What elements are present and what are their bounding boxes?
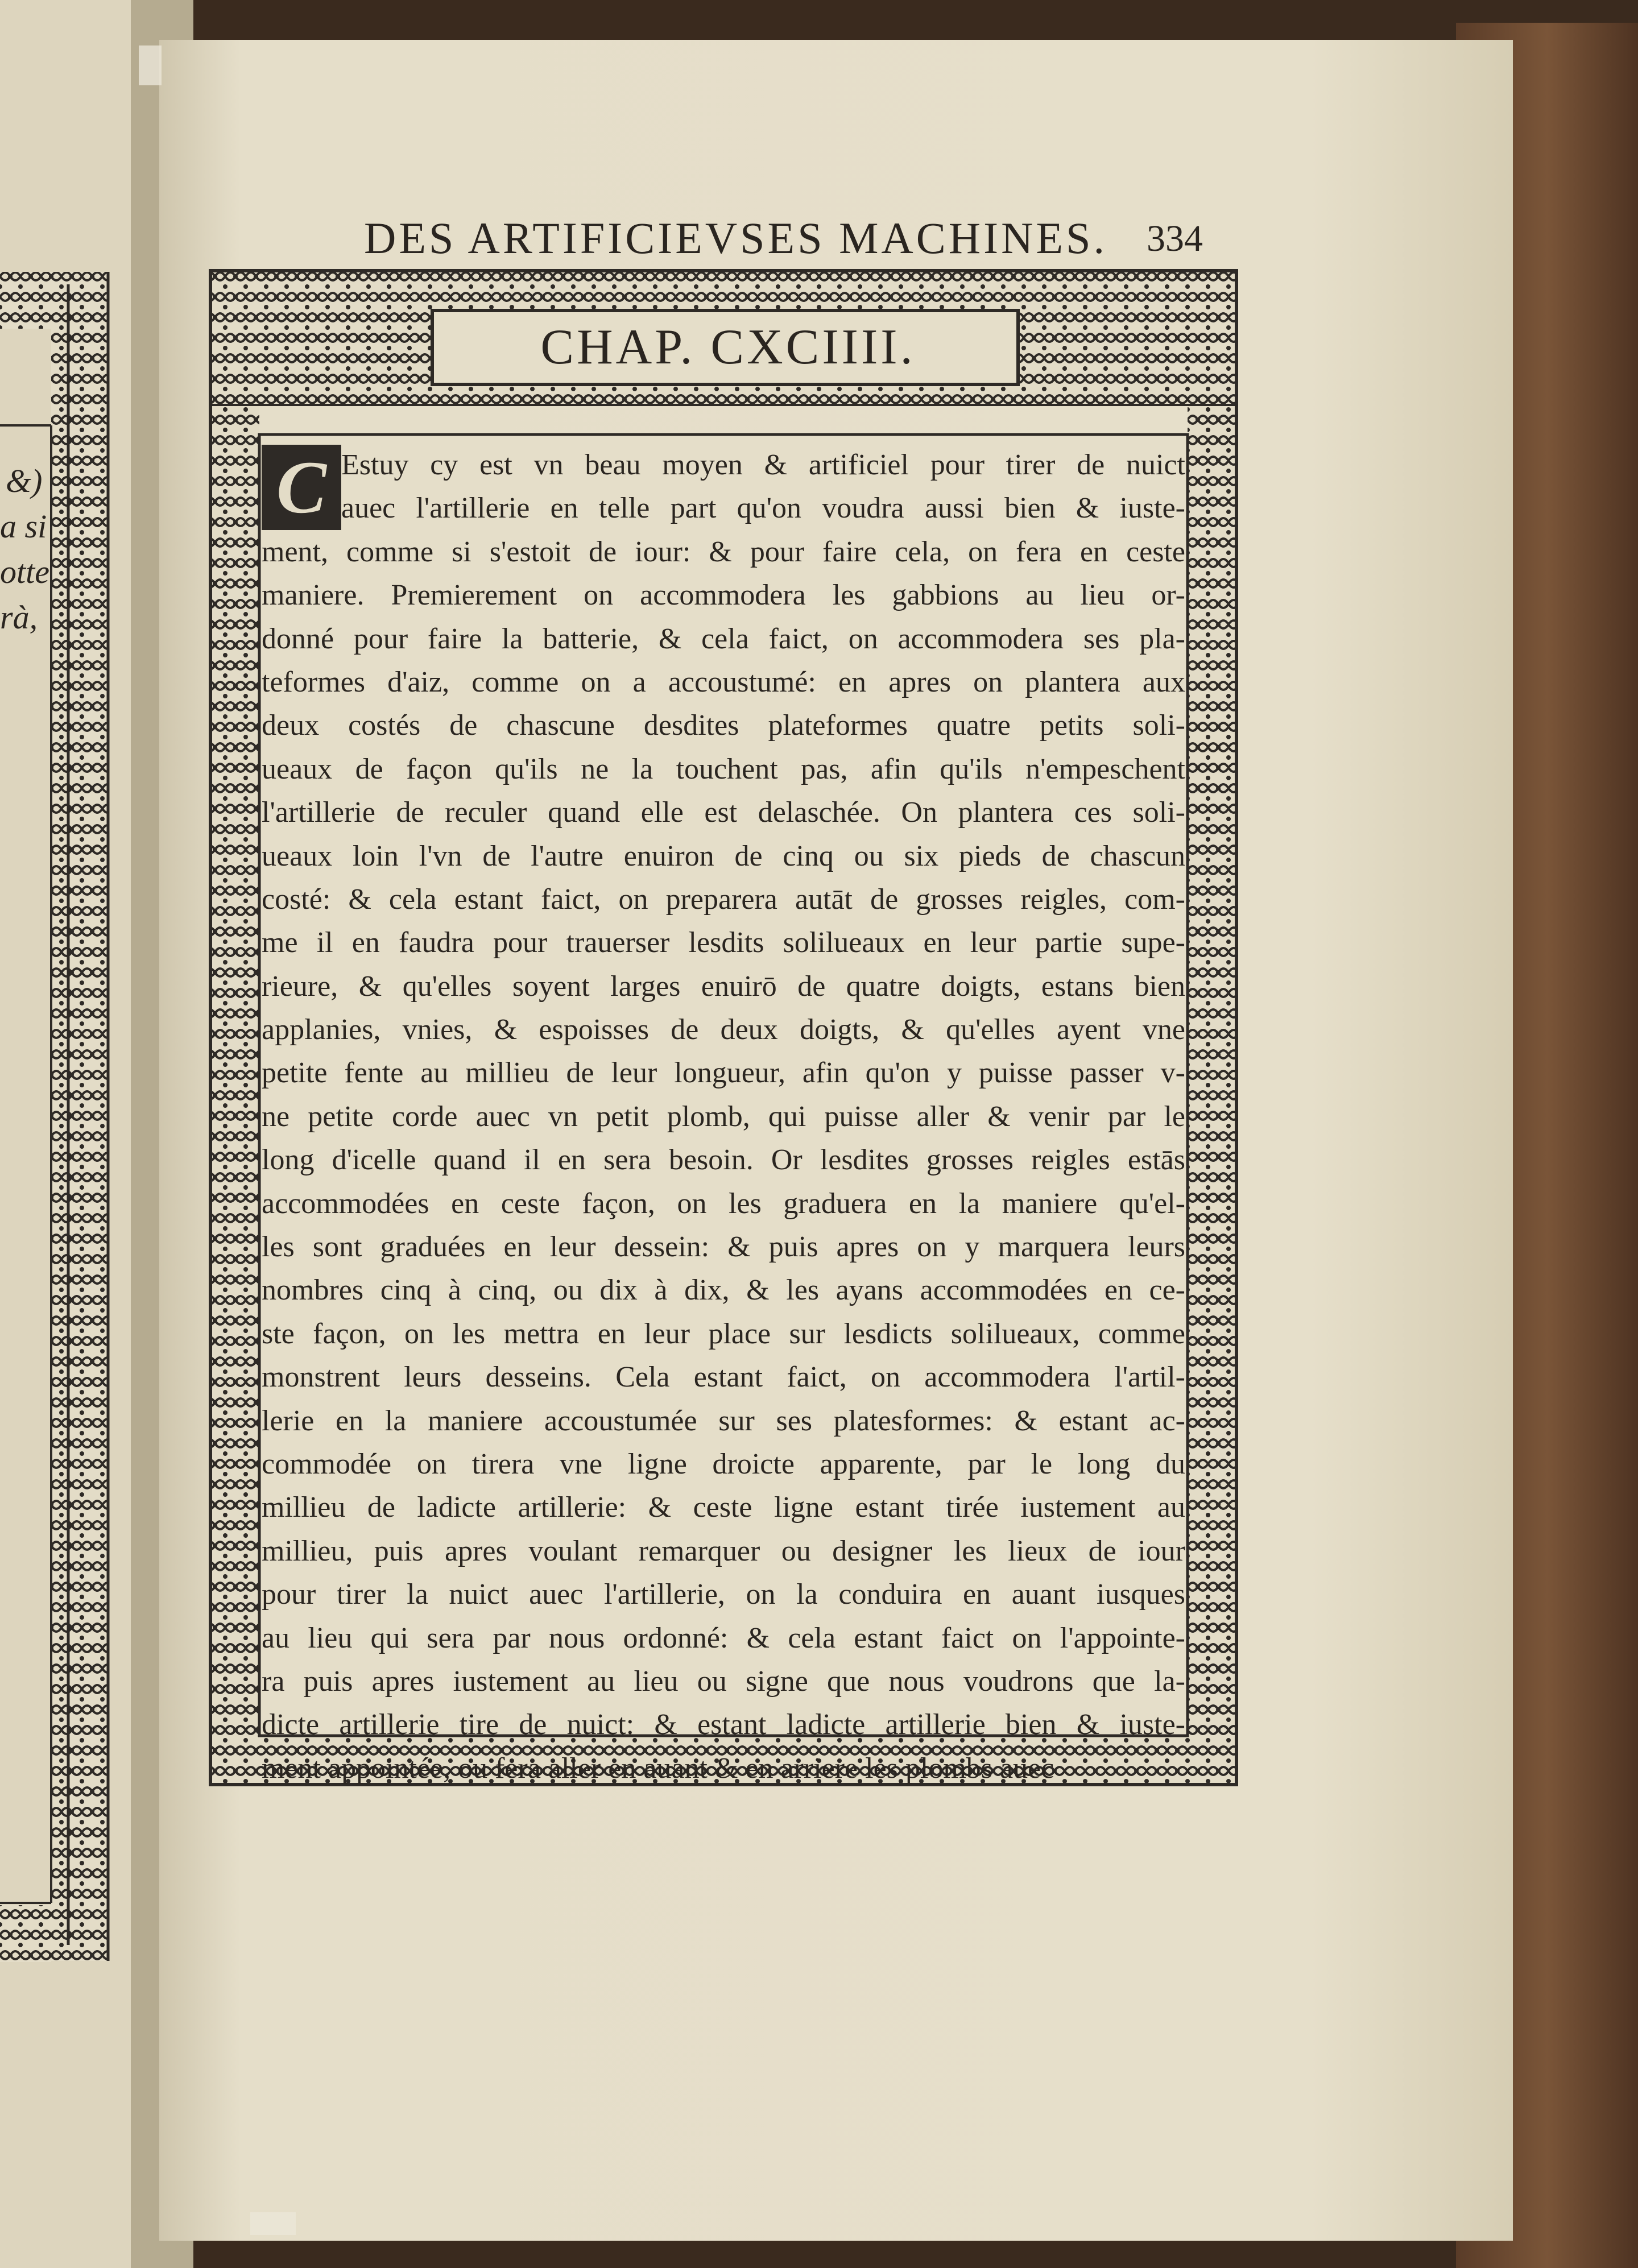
facing-text-fragment: rà, [0, 599, 38, 636]
page-number: 334 [1147, 218, 1203, 259]
text-line: ste façon, on les mettra en leur place sur lesdicts solilueaux, comme [262, 1317, 1185, 1350]
facing-border-top [0, 272, 51, 329]
text-line: millieu, puis apres voulant remarquer ou designer les lieux de iour [262, 1534, 1185, 1567]
facing-text-fragment: a si [0, 508, 47, 545]
text-line: donné pour faire la batterie, & cela faict, on accommodera ses pla- [262, 622, 1185, 655]
drop-cap-letter: C [276, 445, 327, 529]
text-line: les sont graduées en leur dessein: & puis apres on y marquera leurs [262, 1231, 1185, 1264]
text-line: dicte artillerie tire de nuict: & estant ladicte artillerie bien & iuste- [262, 1708, 1185, 1741]
text-line: commodée on tirera vne ligne droicte apparente, par le long du [262, 1447, 1185, 1480]
body-text-block [262, 444, 1185, 1785]
text-line: l'artillerie de reculer quand elle est delaschée. On plantera ces soli- [262, 796, 1185, 829]
text-line: lerie en la maniere accoustumée sur ses platesformes: & estant ac- [262, 1404, 1185, 1437]
text-line: accommodées en ceste façon, on les graduera en la maniere qu'el- [262, 1187, 1185, 1220]
text-line: pour tirer la nuict auec l'artillerie, on la conduira en auant iusques [262, 1578, 1185, 1611]
text-line: costé: & cela estant faict, on preparera autāt de grosses reigles, com- [262, 883, 1185, 916]
facing-text-fragment: &) [6, 462, 43, 499]
text-line: deux costés de chascune desdites plateformes quatre petits soli- [262, 709, 1185, 742]
facing-border-right [51, 272, 108, 1961]
frame-right-band [1188, 405, 1236, 1736]
frame-left-band [210, 405, 259, 1736]
tape-mark-bottom [250, 2212, 296, 2235]
text-line: ment, comme si s'estoit de iour: & pour faire cela, on fera en ceste [262, 535, 1185, 568]
text-line: millieu de ladicte artillerie: & ceste ligne estant tirée iustement au [262, 1491, 1185, 1524]
facing-text-fragment: otte [0, 553, 49, 590]
running-head: DES ARTIFICIEVSES MACHINES. [364, 213, 1107, 263]
text-line: rieure, & qu'elles soyent larges enuirō de quatre doigts, estans bien [262, 970, 1185, 1003]
facing-border-bottom [0, 1905, 51, 1962]
text-line: petite fente au millieu de leur longueur, afin qu'on y puisse passer v- [262, 1057, 1185, 1090]
text-line: maniere. Premierement on accommodera les gabbions au lieu or- [262, 579, 1185, 612]
text-line: au lieu qui sera par nous ordonné: & cela estant faict on l'appointe- [262, 1621, 1185, 1654]
text-line: monstrent leurs desseins. Cela estant faict, on accommodera l'artil- [262, 1361, 1185, 1394]
text-line: nombres cinq à cinq, ou dix à dix, & les ayans accommodées en ce- [262, 1274, 1185, 1307]
text-line: ueaux loin l'vn de l'autre enuiron de cinq ou six pieds de chascun [262, 839, 1185, 872]
text-line: auec l'artillerie en telle part qu'on voudra aussi bien & iuste- [341, 492, 1185, 525]
text-line: long d'icelle quand il en sera besoin. Or lesdites grosses reigles estās [262, 1144, 1185, 1177]
chapter-heading: CHAP. CXCIIII. [540, 320, 916, 375]
text-line: applanies, vnies, & espoisses de deux doigts, & qu'elles ayent vne [262, 1013, 1185, 1046]
text-line: ra puis apres iustement au lieu ou signe que nous voudrons que la- [262, 1665, 1185, 1698]
text-line: me il en faudra pour trauerser lesdits solilueaux en leur partie supe- [262, 926, 1185, 959]
text-line: teformes d'aiz, comme on a accoustumé: en apres on plantera aux [262, 665, 1185, 698]
text-line: ne petite corde auec vn petit plomb, qui puisse aller & venir par le [262, 1100, 1185, 1133]
text-line: ment appointée, ou fera aller en auant & en arriere les plombs auec [262, 1752, 1054, 1785]
tape-mark-top [139, 45, 162, 85]
text-line: Estuy cy est vn beau moyen & artificiel pour tirer de nuict [341, 449, 1185, 481]
text-line: ueaux de façon qu'ils ne la touchent pas, afin qu'ils n'empeschent [262, 752, 1185, 785]
